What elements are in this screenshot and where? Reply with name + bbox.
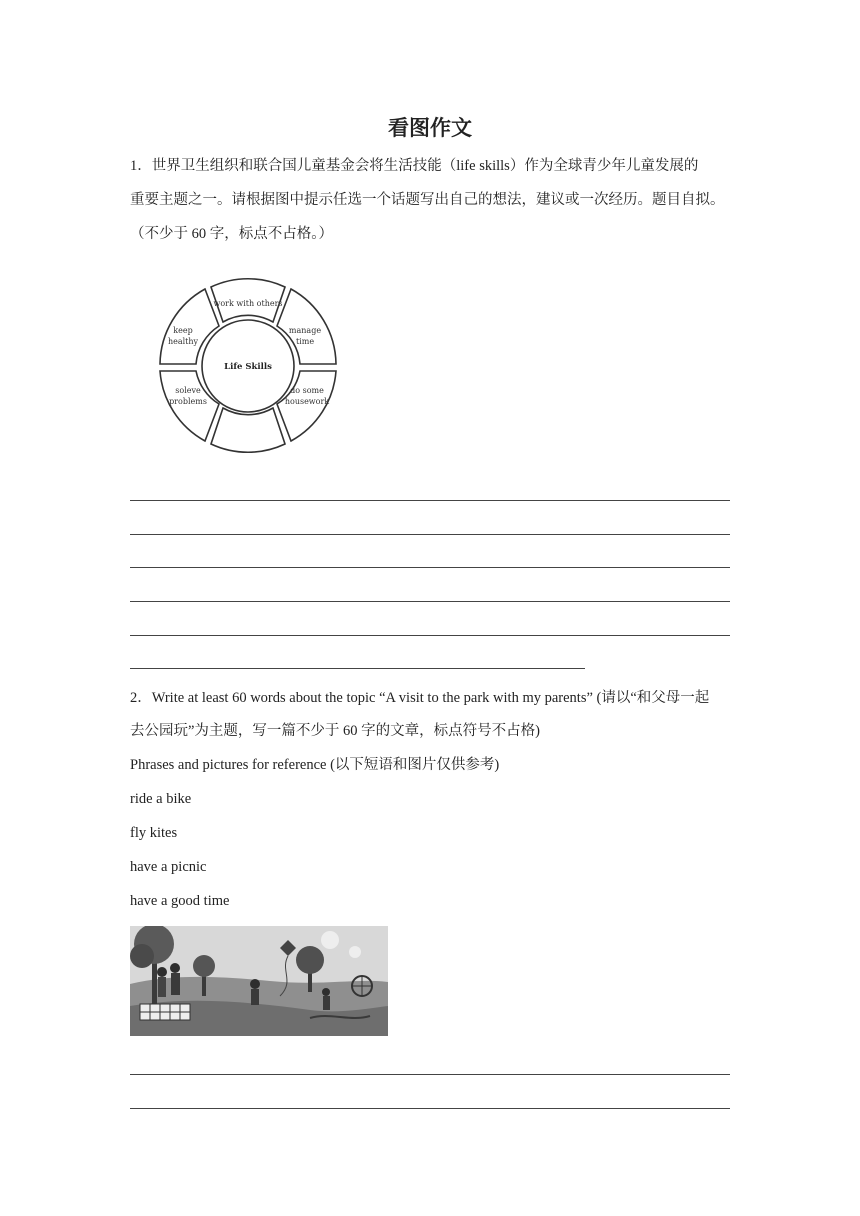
segment-label: keep <box>173 326 193 335</box>
writing-line[interactable] <box>130 1108 730 1109</box>
phrase-item: fly kites <box>130 825 178 841</box>
writing-line[interactable] <box>130 635 730 636</box>
page-title: 看图作文 <box>388 116 472 140</box>
q1-prompt-line-3: （不少于 60 字，标点不占格。） <box>130 226 333 242</box>
segment-label: do some <box>290 386 324 395</box>
writing-line[interactable] <box>130 567 730 568</box>
writing-line[interactable] <box>130 668 585 669</box>
q2-prompt-line-1: 2．Write at least 60 words about the topic “A visit to the park with my parents” (请以“和父母一起 <box>130 690 710 706</box>
phrase-item: ride a bike <box>130 791 192 807</box>
segment-label: soleve <box>175 386 201 395</box>
segment-label: time <box>295 337 315 346</box>
phrase-item: have a picnic <box>130 859 207 875</box>
segment-label: healthy <box>167 337 199 346</box>
life-skills-diagram <box>155 276 341 456</box>
segment-label: housework <box>284 397 330 406</box>
phrase-item: have a good time <box>130 893 230 909</box>
segment-label: manage <box>288 326 322 335</box>
writing-line[interactable] <box>130 500 730 501</box>
park-picnic-picture <box>130 926 388 1036</box>
segment-label: problems <box>169 397 207 406</box>
q1-prompt-line-1: 1．世界卫生组织和联合国儿童基金会将生活技能（life skills）作为全球青少年儿童发展的 <box>130 158 699 174</box>
segment-label: work with others <box>213 299 283 308</box>
reference-heading: Phrases and pictures for reference (以下短语和图片仅供参考) <box>130 757 500 773</box>
writing-line[interactable] <box>130 1074 730 1075</box>
q2-prompt-line-2: 去公园玩”为主题，写一篇不少于 60 字的文章，标点符号不占格) <box>130 723 541 739</box>
segment-empty <box>211 408 285 452</box>
q1-prompt-line-2: 重要主题之一。请根据图中提示任选一个话题写出自己的想法，建议或一次经历。题目自拟。 <box>130 192 725 208</box>
writing-line[interactable] <box>130 534 730 535</box>
writing-line[interactable] <box>130 601 730 602</box>
center-label: Life Skills <box>224 362 272 372</box>
